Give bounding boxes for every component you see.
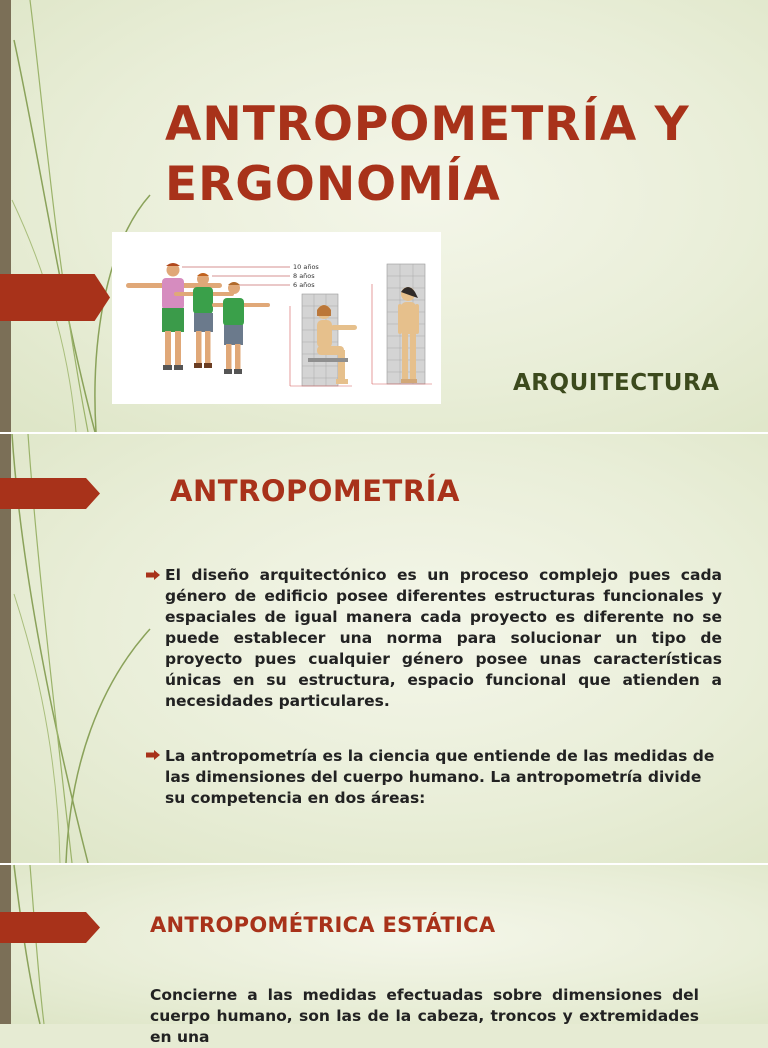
seated-figure	[290, 294, 357, 386]
slide-2	[0, 434, 768, 863]
slide-1	[0, 0, 768, 432]
section-heading: ANTROPOMETRÍA	[170, 474, 460, 508]
decorative-arrow	[0, 912, 100, 943]
subtitle: ARQUITECTURA	[513, 370, 720, 396]
bullet-arrow-icon	[146, 750, 160, 760]
body-paragraph: Concierne a las medidas efectuadas sobre dimensiones del cuerpo humano, son las de la cabeza, troncos y extremidades en una	[150, 986, 699, 1046]
section-heading: ANTROPOMÉTRICA ESTÁTICA	[150, 913, 496, 937]
label-10-years: 10 años	[293, 263, 319, 271]
bullet-paragraph: La antropometría es la ciencia que entiende de las medidas de las dimensiones del cuerpo humano. La antropometría divide su competencia en dos áreas:	[165, 747, 715, 807]
label-6-years: 6 años	[293, 281, 315, 289]
decorative-arrow	[0, 274, 110, 321]
anthropometry-figure	[112, 232, 441, 404]
slide-3	[0, 865, 768, 1046]
decorative-arrow	[0, 478, 100, 509]
bullet-paragraph: El diseño arquitectónico es un proceso complejo pues cada género de edificio posee diferentes estructuras funcionales y espaciales de igual manera cada proyecto es diferente no se puede establecer una norma para solucionar un tipo de proyecto pues cualquier género posee unas características únicas en su estructura, espacio funcional que atienden a necesidades particulares.	[165, 566, 722, 710]
vine-decoration	[0, 865, 160, 1024]
label-8-years: 8 años	[293, 272, 315, 280]
bullet-arrow-icon	[146, 570, 160, 580]
page-title: ANTROPOMETRÍA Y ERGONOMÍA	[165, 97, 690, 212]
standing-figure	[372, 264, 432, 384]
